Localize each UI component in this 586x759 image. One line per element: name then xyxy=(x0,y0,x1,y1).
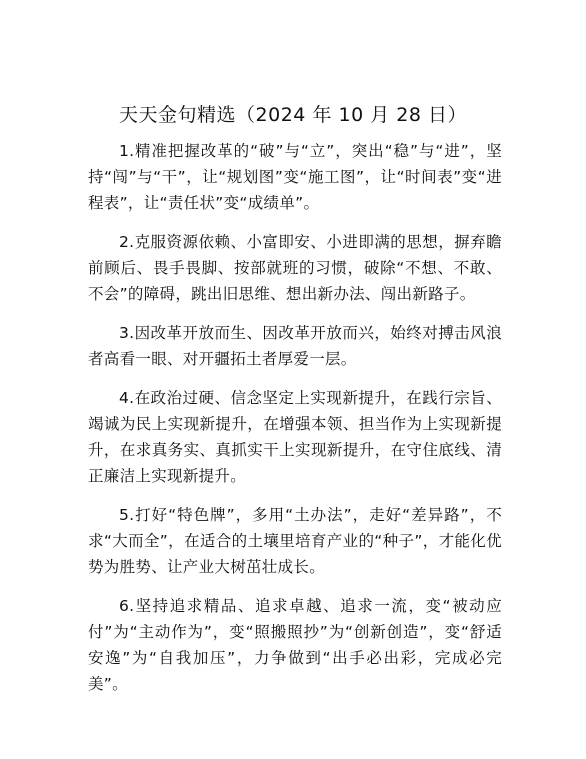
document-body xyxy=(88,138,502,710)
quote-paragraph-2: 2.克服资源依赖、小富即安、小进即满的思想，摒弃瞻前顾后、畏手畏脚、按部就班的习惯，破除“不想、不敢、不会”的障碍，跳出旧思维、想出新办法、闯出新路子。 xyxy=(88,233,502,303)
quote-paragraph-1: 1.精准把握改革的“破”与“立”，突出“稳”与“进”，坚持“闯”与“干”，让“规划图”变“施工图”，让“时间表”变“进程表”，让“责任状”变“成绩单”。 xyxy=(88,142,502,212)
quote-paragraph-4: 4.在政治过硬、信念坚定上实现新提升，在践行宗旨、竭诚为民上实现新提升，在增强本领、担当作为上实现新提升，在求真务实、真抓实干上实现新提升，在守住底线、清正廉洁上实现新提升。 xyxy=(88,389,502,485)
quote-paragraph-5: 5.打好“特色牌”，多用“土办法”，走好“差异路”，不求“大而全”，在适合的土壤里培育产业的“种子”，才能化优势为胜势、让产业大树茁壮成长。 xyxy=(88,506,502,576)
quote-paragraph-3: 3.因改革开放而生、因改革开放而兴，始终对搏击风浪者高看一眼、对开疆拓土者厚爱一层。 xyxy=(88,324,502,368)
quote-paragraph-6: 6.坚持追求精品、追求卓越、追求一流，变“被动应付”为“主动作为”，变“照搬照抄”为“创新创造”，变“舒适安逸”为“自我加压”，力争做到“出手必出彩，完成必完美”。 xyxy=(88,597,502,693)
document-title: 天天金句精选（2024 年 10 月 28 日） xyxy=(119,104,467,126)
